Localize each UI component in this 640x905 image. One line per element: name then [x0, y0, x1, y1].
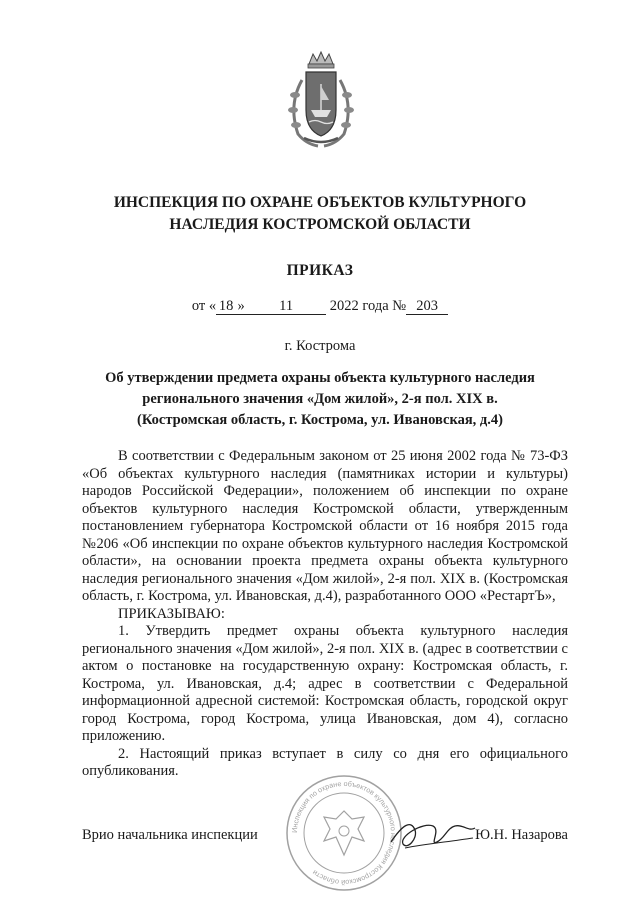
signatory-title: Врио начальника инспекции — [82, 827, 258, 843]
order-title: ПРИКАЗ — [286, 262, 354, 279]
subject-line-1: Об утверждении предмета охраны объекта культурного наследия — [105, 370, 535, 386]
order-subject — [80, 368, 560, 431]
organization-line-2: НАСЛЕДИЯ КОСТРОМСКОЙ ОБЛАСТИ — [169, 216, 471, 233]
order-number: 203 — [406, 298, 448, 315]
order-date-line — [60, 298, 580, 315]
city: г. Кострома — [284, 338, 356, 354]
handwritten-signature-icon — [385, 808, 480, 858]
organization-line-1: ИНСПЕКЦИЯ ПО ОХРАНЕ ОБЪЕКТОВ КУЛЬТУРНОГО — [113, 194, 527, 211]
subject-line-2: регионального значения «Дом жилой», 2-я пол. XIX в. — [142, 391, 498, 407]
signatory-name: Ю.Н. Назарова — [475, 827, 568, 843]
body-paragraph-item-1: 1. Утвердить предмет охраны объекта культурного наследия регионального значения «Дом жилой», 2-я пол. XIX в. (адрес в соответствии с актом о постановке на государственную охрану: Костромская область, г. Кострома, ул. Ивановская, д.4; адрес в соответствии с Федеральной информационной адресной системой: Костромская область, городской округ город Кострома, город Кострома, улица Ивановская, дом 4), согласно приложению. — [82, 623, 568, 744]
svg-text:Инспекция по охране объектов к — [290, 779, 398, 887]
order-day: 18 — [216, 298, 236, 315]
body-paragraph-item-2: 2. Настоящий приказ вступает в силу со дня его официального опубликования. — [82, 745, 568, 779]
organization-name — [60, 192, 580, 236]
order-month: 11 — [246, 298, 326, 315]
body-paragraph-order-word: ПРИКАЗЫВАЮ: — [118, 605, 225, 622]
body-paragraph-preamble: В соответствии с Федеральным законом от 25 июня 2002 года № 73-ФЗ «Об объектах культурного наследия (памятниках истории и культуры) народов Российской Федерации», положением об инспекции по охране объектов культурного наследия Костромской области, утвержденным постановлением губернатора Костромской области от 16 ноября 2015 года №206 «Об инспекции по охране объектов культурного наследия Костромской области», на основании проекта предмета охраны объекта культурного наследия регионального значения «Дом жилой», 2-я пол. XIX в. (Костромская область, г. Кострома, ул. Ивановская, д.4), разработанного ООО «РестартЪ», — [82, 448, 568, 604]
order-body — [82, 448, 568, 781]
seal-text: Инспекция по охране объектов культурного наследия Костромской области — [289, 778, 399, 888]
subject-line-3: (Костромская область, г. Кострома, ул. Ивановская, д.4) — [137, 412, 503, 428]
order-day-close: » — [237, 298, 245, 314]
coat-of-arms-icon — [282, 50, 360, 150]
order-date-prefix: от « — [191, 298, 217, 314]
order-year-text: 2022 года № — [329, 298, 407, 314]
